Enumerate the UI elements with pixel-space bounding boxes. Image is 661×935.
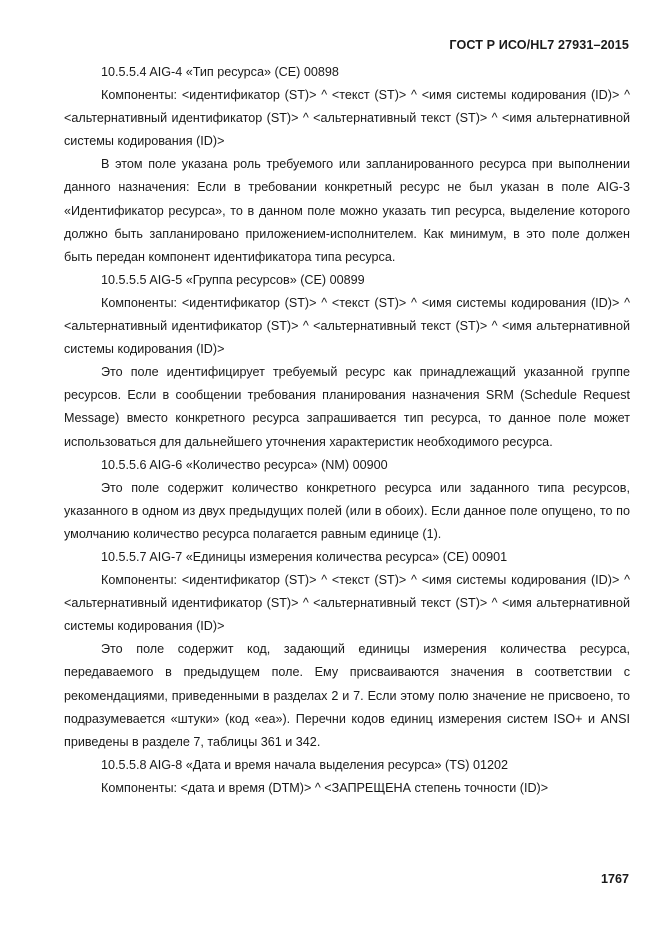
body-paragraph: Это поле содержит код, задающий единицы измерения количества ресурса, передаваемого в предыдущем поле. Ему присваиваются значения в соответствии с рекомендациями, приведенными в разделах 2 и 7. Если этому полю значение не присвоено, то подразумевается «штуки» (код «ea»). Перечни кодов единиц измерения систем ISO+ и ANSI приведены в разделе 7, таблицы 361 и 342. (64, 642, 630, 749)
section-heading: 10.5.5.6 AIG-6 «Количество ресурса» (NM) 00900 (101, 457, 388, 472)
document-body (64, 61, 630, 800)
body-paragraph: Это поле идентифицирует требуемый ресурс как принадлежащий указанной группе ресурсов. Если в сообщении требования планирования назначения SRM (Schedule Request Message) вместо конкретного ресурса запрашивается тип ресурса, то данное поле может использоваться для дальнейшего уточнения характеристик необходимого ресурса. (64, 365, 630, 449)
components-paragraph: Компоненты: <идентификатор (ST)> ^ <текст (ST)> ^ <имя системы кодирования (ID)> ^ <альтернативный идентификатор (ST)> ^ <альтернативный текст (ST)> ^ <имя альтернативной системы кодирования (ID)> (64, 295, 630, 357)
components-paragraph: Компоненты: <дата и время (DTM)> ^ <ЗАПРЕЩЕНА степень точности (ID)> (101, 780, 549, 795)
section-heading: 10.5.5.5 AIG-5 «Группа ресурсов» (CE) 00899 (101, 272, 365, 287)
components-paragraph: Компоненты: <идентификатор (ST)> ^ <текст (ST)> ^ <имя системы кодирования (ID)> ^ <альтернативный идентификатор (ST)> ^ <альтернативный текст (ST)> ^ <имя альтернативной системы кодирования (ID)> (64, 88, 630, 149)
body-paragraph: В этом поле указана роль требуемого или запланированного ресурса при выполнении данного назначения: Если в требовании конкретный ресурс не был указан в поле AIG-3 «Идентификатор ресурса», то в данном поле можно указать тип ресурса, выделение которого должно быть запланировано приложением-исполнителем. Как минимум, в это поле должен быть передан компонент идентификатора типа ресурса. (64, 157, 630, 264)
section-heading: 10.5.5.8 AIG-8 «Дата и время начала выделения ресурса» (TS) 01202 (101, 757, 509, 772)
section-heading: 10.5.5.4 AIG-4 «Тип ресурса» (CE) 00898 (101, 65, 339, 79)
section-heading: 10.5.5.7 AIG-7 «Единицы измерения количества ресурса» (CE) 00901 (101, 549, 508, 564)
standard-header: ГОСТ Р ИСО/HL7 27931–2015 (449, 38, 629, 52)
body-paragraph: Это поле содержит количество конкретного ресурса или заданного типа ресурсов, указанного в одном из двух предыдущих полей (или в обоих). Если данное поле опущено, то по умолчанию количество ресурса полагается равным единице (1). (64, 480, 630, 541)
page-number: 1767 (600, 872, 629, 886)
components-paragraph: Компоненты: <идентификатор (ST)> ^ <текст (ST)> ^ <имя системы кодирования (ID)> ^ <альтернативный идентификатор (ST)> ^ <альтернативный текст (ST)> ^ <имя альтернативной системы кодирования (ID)> (64, 573, 630, 634)
